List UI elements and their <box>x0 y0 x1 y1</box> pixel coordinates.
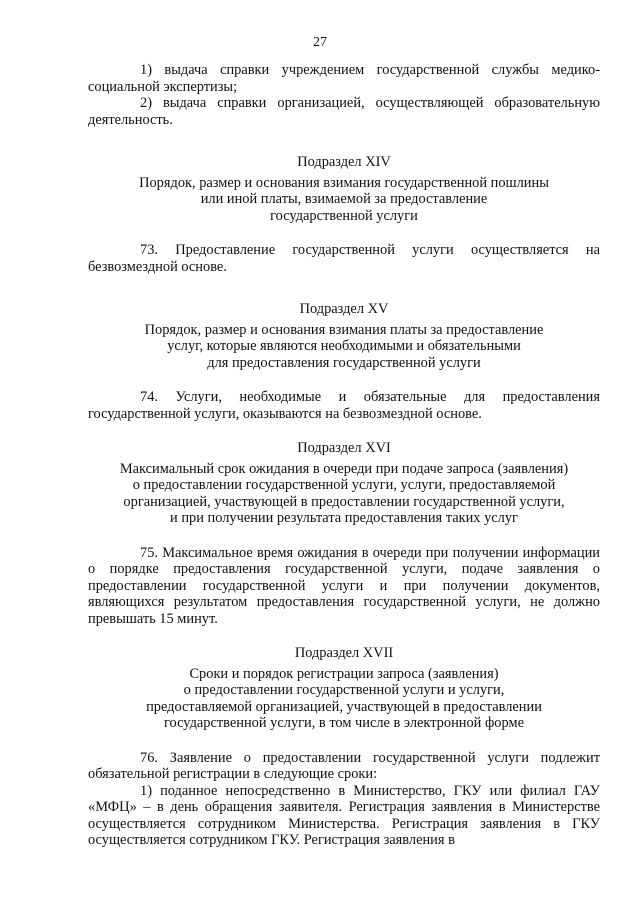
list-item-2: 2) выдача справки организацией, осуществляющей образовательную деятельность. <box>88 95 600 128</box>
subsection-17-label: Подраздел XVII <box>294 645 394 661</box>
paragraph-74: 74. Услуги, необходимые и обязательные для предоставления государственной услуги, оказываются на безвозмездной основе. <box>88 389 600 422</box>
page-number: 27 <box>313 35 327 50</box>
subsection-17-heading <box>88 645 600 732</box>
subsection-17-title-line: о предоставлении государственной услуги и услуги, <box>183 682 505 698</box>
subsection-14-title-line: или иной платы, взимаемой за предоставление <box>200 191 488 207</box>
paragraph-75: 75. Максимальное время ожидания в очереди при получении информации о порядке предоставления государственной услуги, подаче заявления о предоставлении государственной услуги и при получении документов, являющихся результатом предоставления государственной услуги, не должно превышать 15 минут. <box>88 544 600 627</box>
paragraph-73: 73. Предоставление государственной услуги осуществляется на безвозмездной основе. <box>88 242 600 275</box>
subsection-16-title-line: о предоставлении государственной услуги, услуги, предоставляемой <box>132 477 556 493</box>
paragraph-76-item-1: 1) поданное непосредственно в Министерство, ГКУ или филиал ГАУ «МФЦ» – в день обращения заявителя. Регистрация заявления в Министерстве осуществляется сотрудником Министерства. Регистрация заявления в ГКУ осуществляется сотрудником ГКУ. Регистрация заявления в <box>88 782 600 848</box>
subsection-17-title-line: Сроки и порядок регистрации запроса (заявления) <box>189 665 499 682</box>
subsection-15-title-line: услуг, которые являются необходимыми и обязательными <box>167 338 521 354</box>
subsection-16-label: Подраздел XVI <box>297 440 391 456</box>
subsection-16-title-line: организацией, участвующей в предоставлении государственной услуги, <box>123 493 565 510</box>
document-body <box>88 62 600 849</box>
subsection-15-title-line: для предоставления государственной услуги <box>207 354 481 371</box>
subsection-17-title-line: предоставляемой организацией, участвующей в предоставлении <box>146 698 542 715</box>
paragraph-76: 76. Заявление о предоставлении государственной услуги подлежит обязательной регистрации в следующие сроки: <box>88 749 600 782</box>
subsection-16-title-line: и при получении результата предоставления таких услуг <box>170 510 518 526</box>
subsection-14-heading <box>88 154 600 224</box>
subsection-14-title-line: государственной услуги <box>270 207 418 224</box>
subsection-17-title-line: государственной услуги, в том числе в электронной форме <box>164 715 524 731</box>
subsection-16-heading <box>88 440 600 527</box>
subsection-14-label: Подраздел XIV <box>297 154 391 170</box>
subsection-16-title-line: Максимальный срок ожидания в очереди при подаче запроса (заявления) <box>119 460 569 477</box>
list-item-1: 1) выдача справки учреждением государственной службы медико-социальной экспертизы; <box>88 62 600 95</box>
subsection-15-heading <box>88 301 600 371</box>
subsection-14-title-line: Порядок, размер и основания взимания государственной пошлины <box>139 174 549 191</box>
subsection-15-label: Подраздел XV <box>299 301 389 317</box>
subsection-15-title-line: Порядок, размер и основания взимания платы за предоставление <box>144 321 544 338</box>
